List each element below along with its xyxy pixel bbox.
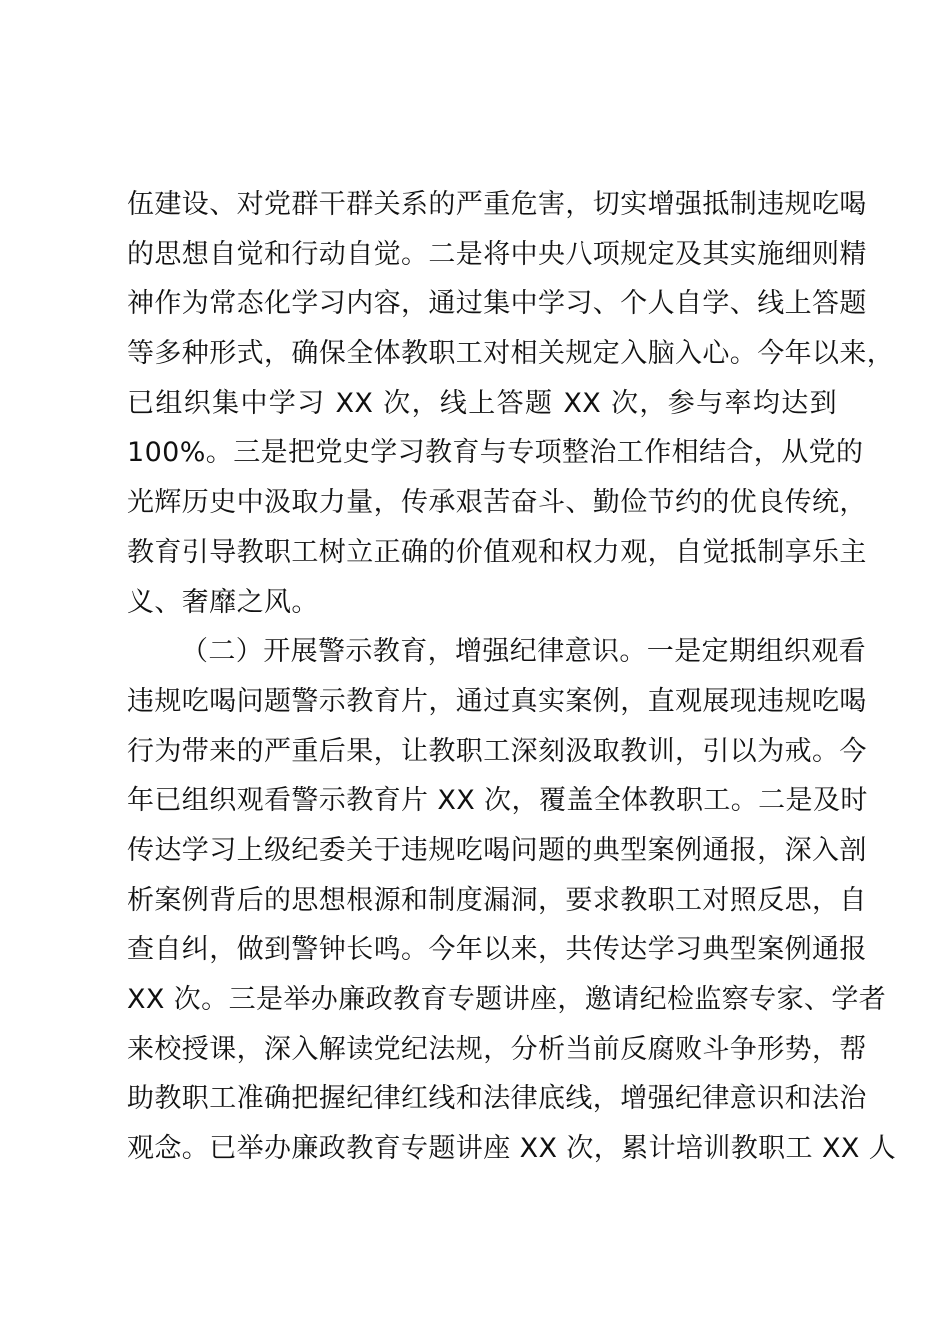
text-line: 传达学习上级纪委关于违规吃喝问题的典型案例通报，深入剖 [127,834,867,866]
text-line: 年已组织观看警示教育片 XX 次，覆盖全体教职工。二是及时 [127,785,868,817]
text-line: 的思想自觉和行动自觉。二是将中央八项规定及其实施细则精 [127,238,867,270]
text-line: 行为带来的严重后果，让教职工深刻汲取教训，引以为戒。今 [127,735,867,767]
text-line: 神作为常态化学习内容，通过集中学习、个人自学、线上答题 [127,288,867,320]
text-line: 来校授课，深入解读党纪法规，分析当前反腐败斗争形势，帮 [127,1033,867,1065]
section-heading-line: （二）开展警示教育，增强纪律意识。一是定期组织观看 [181,636,866,668]
text-line: 教育引导教职工树立正确的价值观和权力观，自觉抵制享乐主 [127,536,867,568]
text-line: 伍建设、对党群干群关系的严重危害，切实增强抵制违规吃喝 [127,189,867,220]
text-line: 观念。已举办廉政教育专题讲座 XX 次，累计培训教职工 XX 人 [127,1133,897,1165]
text-line: 助教职工准确把握纪律红线和法律底线，增强纪律意识和法治 [127,1083,867,1115]
text-line: 析案例背后的思想根源和制度漏洞，要求教职工对照反思，自 [127,884,867,916]
text-line: 违规吃喝问题警示教育片，通过真实案例，直观展现违规吃喝 [127,685,867,717]
text-line: 等多种形式，确保全体教职工对相关规定入脑入心。今年以来， [127,338,895,370]
text-line: 已组织集中学习 XX 次，线上答题 XX 次，参与率均达到 [127,387,837,419]
text-line: 查自纠，做到警钟长鸣。今年以来，共传达学习典型案例通报 [127,934,867,966]
text-line: XX 次。三是举办廉政教育专题讲座，邀请纪检监察专家、学者 [127,984,887,1015]
text-line: 义、奢靡之风。 [127,586,319,618]
text-line: 光辉历史中汲取力量，传承艰苦奋斗、勤俭节约的优良传统， [127,487,867,519]
body-text [127,180,897,1174]
text-line: 100%。三是把党史学习教育与专项整治工作相结合，从党的 [127,437,864,469]
